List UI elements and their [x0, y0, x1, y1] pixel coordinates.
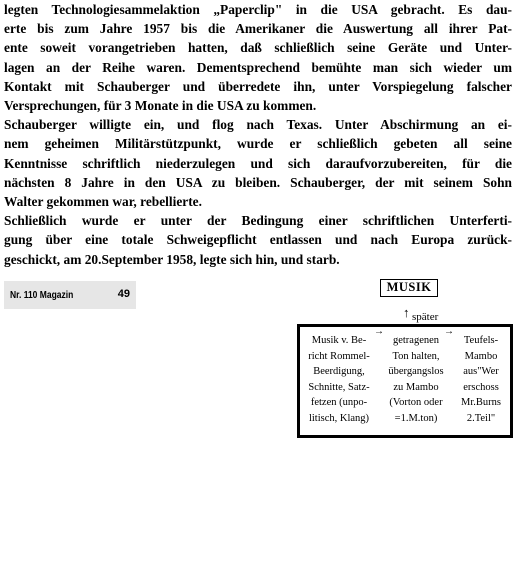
column-line: aus"Wer — [463, 366, 499, 378]
article-line: lagen an der Reihe waren. Dementsprechend bemühte man sich wieder um — [4, 59, 512, 75]
article-line: Schließlich wurde er unter der Bedingung einer schriftlichen Unterferti- — [4, 213, 512, 229]
music-sequence-box — [297, 324, 513, 438]
column-line: Mr.Burns — [461, 397, 501, 409]
column-line: litisch, Klang) — [308, 412, 370, 424]
column-line: getragenen — [392, 335, 440, 346]
article-line: geschickt, am 20.September 1958, legte sich hin, und starb. — [4, 251, 340, 267]
article-line: gung über eine totale Schweigepflicht entlassen und nach Europa zurück- — [4, 232, 512, 248]
column-line: =1.M.ton) — [394, 412, 438, 424]
article-line: erte bis zum Jahre 1957 bis die Amerikaner die Auswertung all ihrer Pat- — [4, 21, 512, 37]
column-line: übergangslos — [388, 366, 444, 378]
sequence-column — [452, 333, 510, 427]
article-line: Kontakt mit Schauberger und überredete ihn, unter Vorspiegelung falscher — [4, 78, 512, 94]
page-footer — [4, 281, 136, 309]
arrow-label: später — [412, 311, 439, 323]
article-line: Walter gekommen war, rebellierte. — [4, 194, 202, 210]
column-line: richt Rommel- — [308, 350, 370, 362]
page-number: 49 — [117, 288, 130, 300]
column-line: zu Mambo — [393, 381, 439, 393]
article-line: legten Technologiesammelaktion „Paperclip" in die USA gebracht. Es dau- — [4, 2, 512, 17]
article-line: Schauberger willigte ein, und flog nach Texas. Unter Abschirmung an ei- — [4, 117, 512, 133]
article-text — [4, 0, 512, 269]
column-line: erschoss — [463, 381, 499, 393]
column-line: Teufels- — [463, 335, 499, 346]
magazine-label: Nr. 110 Magazin — [10, 290, 74, 301]
article-line: Versprechungen, für 3 Monate in die USA zu kommen. — [4, 98, 317, 114]
article-line: nem geheimen Militärstützpunkt, wurde er schließlich gebeten all seine — [4, 136, 512, 152]
arrow-right-icon: → — [374, 326, 384, 337]
arrow-right-icon: → — [444, 326, 454, 337]
article-line: ente soweit vorangetrieben hatten, daß schließlich seine Geräte und Unter- — [4, 40, 512, 56]
column-line: Schnitte, Satz- — [308, 381, 370, 393]
column-line: Musik v. Be- — [311, 335, 367, 346]
sequence-column — [382, 333, 450, 427]
article-line: nächsten 8 Jahre in den USA zu bleiben. Schauberger, der mit seinem Sohn — [4, 174, 512, 190]
column-line: fetzen (unpo- — [310, 397, 368, 409]
column-line: Ton halten, — [392, 350, 440, 362]
sequence-column — [304, 333, 374, 427]
column-line: (Vorton oder — [389, 397, 443, 409]
column-line: Mambo — [464, 350, 498, 362]
column-line: 2.Teil" — [466, 412, 496, 424]
diagram-title: MUSIK — [380, 279, 438, 297]
column-line: Beerdigung, — [313, 366, 365, 378]
arrow-up-icon: ↑ — [403, 305, 410, 320]
article-line: Kenntnisse schriftlich niederzulegen und sich daraufvorzubereiten, für die — [4, 155, 512, 171]
